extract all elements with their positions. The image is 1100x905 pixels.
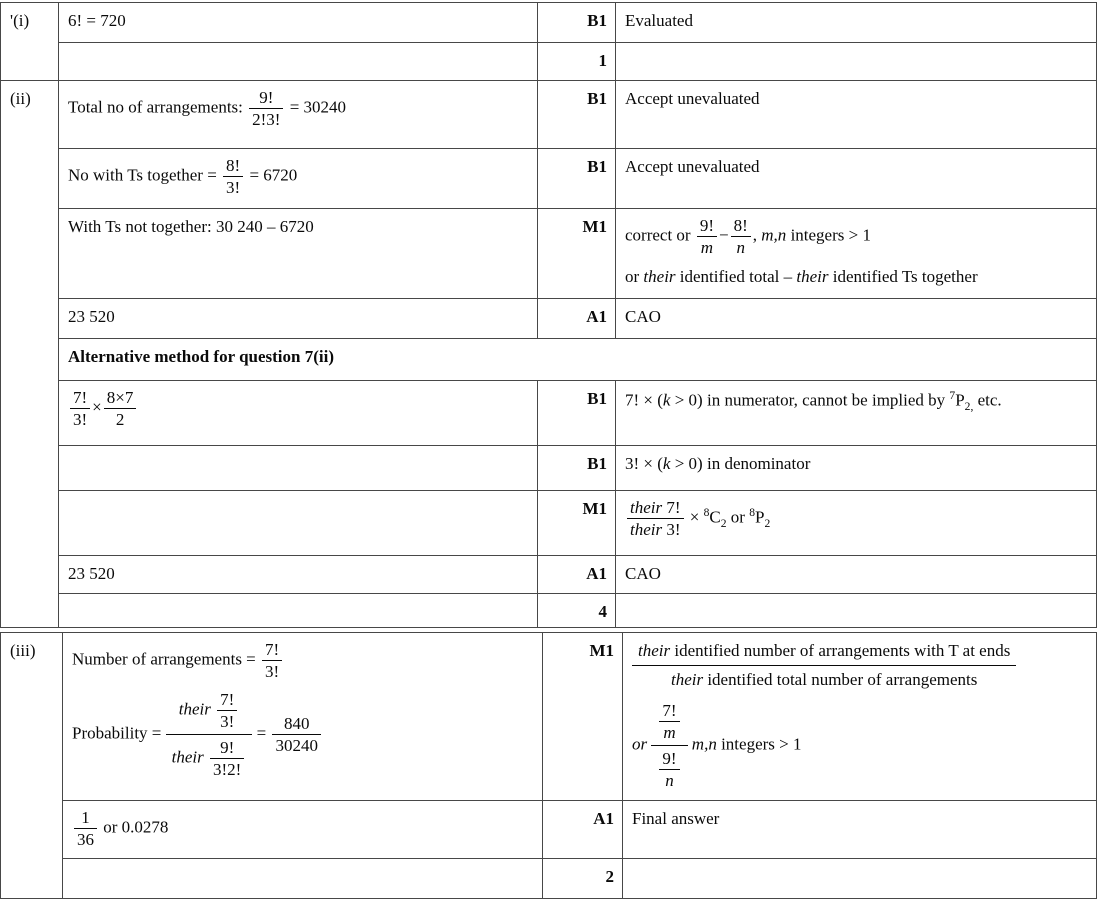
fraction xyxy=(657,701,681,742)
text-fraction-denominator xyxy=(632,666,1016,691)
comment-text: or xyxy=(726,507,750,527)
superscript: 7 xyxy=(949,389,956,402)
big-fraction-denominator xyxy=(651,746,687,791)
their-text: their xyxy=(643,267,676,287)
comment-text: > 0) in numerator, cannot be implied by xyxy=(670,390,950,410)
fraction xyxy=(657,749,681,790)
mark-cell: M1 xyxy=(538,491,616,556)
answer-text: or 0.0278 xyxy=(99,817,169,837)
fraction-denominator: 2!3! xyxy=(252,110,281,130)
subscript: 2 xyxy=(764,516,771,530)
their-text: their xyxy=(638,641,671,661)
comment-cell xyxy=(616,491,1097,556)
part-label-iii: (iii) xyxy=(1,633,63,899)
answer-cell xyxy=(63,801,543,859)
comment-text: identified number of arrangements with T at ends xyxy=(670,641,1011,661)
fraction xyxy=(221,156,245,197)
fraction-numerator xyxy=(627,498,684,519)
fraction-numerator: 7! xyxy=(659,701,679,722)
fraction-numerator: 9! xyxy=(249,88,283,109)
mark-cell: B1 xyxy=(538,3,616,43)
comment-text: > 0) in denominator xyxy=(670,454,811,473)
answer-cell: With Ts not together: 30 240 – 6720 xyxy=(59,209,538,299)
their-text: their xyxy=(630,498,663,517)
comment-text: or xyxy=(625,267,644,287)
fraction-denominator: 2 xyxy=(115,410,125,430)
fraction-denominator: 3! xyxy=(73,410,88,430)
answer-line-arrangements xyxy=(72,640,534,681)
comment-cell xyxy=(623,633,1097,801)
superscript: 8 xyxy=(703,505,710,519)
answer-cell-empty xyxy=(59,43,538,81)
subtotal-cell: 2 xyxy=(543,859,623,899)
comment-cell: CAO xyxy=(616,299,1097,339)
fraction-numerator: 9! xyxy=(210,738,244,759)
comment-or-formula xyxy=(632,700,1088,791)
mark-scheme-table-part-iii xyxy=(0,632,1097,899)
fraction xyxy=(260,640,284,681)
fraction xyxy=(729,216,753,257)
answer-line-probability xyxy=(72,689,534,780)
comment-cell: Final answer xyxy=(623,801,1097,859)
answer-text: Number of arrangements = xyxy=(72,649,261,669)
comment-text: identified total number of arrangements xyxy=(703,670,978,690)
numerator-text: 7! xyxy=(662,498,681,517)
comment-text: etc. xyxy=(973,390,1002,410)
big-fraction-numerator xyxy=(651,700,687,746)
answer-cell: 23 520 xyxy=(59,299,538,339)
table-row xyxy=(1,209,1097,299)
their-text: their xyxy=(670,670,704,690)
big-fraction xyxy=(166,689,253,780)
fraction xyxy=(102,388,139,429)
their-text: their xyxy=(630,520,663,540)
superscript: 8 xyxy=(749,505,755,519)
part-label-ii: (ii) xyxy=(1,81,59,628)
subtotal-cell: 4 xyxy=(538,594,616,628)
fraction-numerator: 7! xyxy=(70,388,90,409)
comment-cell-empty xyxy=(623,859,1097,899)
mark-cell: A1 xyxy=(538,299,616,339)
answer-cell xyxy=(59,381,538,446)
table-row xyxy=(1,446,1097,491)
table-row xyxy=(1,594,1097,628)
times-sign: × xyxy=(92,397,102,417)
answer-cell: 6! = 720 xyxy=(59,3,538,43)
table-row xyxy=(1,3,1097,43)
subscript: 2, xyxy=(964,400,974,414)
comment-text: integers > 1 xyxy=(716,734,802,754)
text-fraction-numerator xyxy=(632,640,1016,666)
fraction-numerator: 8×7 xyxy=(104,388,137,409)
table-row xyxy=(1,299,1097,339)
their-text: their xyxy=(796,267,829,287)
answer-cell xyxy=(63,633,543,801)
answer-text: No with Ts together = xyxy=(68,165,222,185)
mark-cell: B1 xyxy=(538,81,616,149)
k-variable: k xyxy=(662,454,671,473)
answer-cell-empty xyxy=(59,491,538,556)
fraction-denominator: n xyxy=(665,771,674,791)
fraction xyxy=(208,738,246,779)
variables-text: m,n xyxy=(761,225,787,245)
mark-scheme-table-parts-i-ii xyxy=(0,2,1097,628)
fraction xyxy=(270,714,323,755)
minus-sign: − xyxy=(719,225,729,245)
fraction-numerator: 7! xyxy=(217,690,237,711)
comment-cell-empty xyxy=(616,43,1097,81)
fraction xyxy=(72,808,99,849)
or-text: or xyxy=(632,734,652,754)
comment-text: C xyxy=(709,507,721,527)
fraction-numerator: 8! xyxy=(223,156,243,177)
table-row xyxy=(1,859,1097,899)
table-row xyxy=(1,556,1097,594)
comment-text: 7! × ( xyxy=(625,390,663,410)
answer-cell-empty xyxy=(59,446,538,491)
fraction-denominator: 3! xyxy=(265,662,280,682)
comment-cell xyxy=(616,209,1097,299)
fraction-denominator: n xyxy=(736,238,745,258)
comment-cell: CAO xyxy=(616,556,1097,594)
comment-text: correct or xyxy=(625,225,695,245)
answer-cell: 23 520 xyxy=(59,556,538,594)
fraction-numerator: 840 xyxy=(272,714,321,735)
fraction-denominator xyxy=(627,519,684,539)
their-text: their xyxy=(171,747,209,767)
fraction xyxy=(215,690,239,731)
answer-cell-empty xyxy=(63,859,543,899)
subscript: 2 xyxy=(720,516,727,530)
table-row xyxy=(1,43,1097,81)
mark-cell: A1 xyxy=(538,556,616,594)
answer-text: = 6720 xyxy=(245,165,298,185)
answer-cell xyxy=(59,149,538,209)
fraction-denominator: m xyxy=(663,723,676,743)
alternative-method-header: Alternative method for question 7(ii) xyxy=(59,339,1097,381)
fraction-denominator: 3!2! xyxy=(213,760,242,780)
table-row xyxy=(1,81,1097,149)
fraction-denominator: 3! xyxy=(226,178,241,198)
big-fraction-numerator xyxy=(166,689,253,735)
answer-text: = xyxy=(252,723,271,743)
table-row xyxy=(1,339,1097,381)
comment-cell xyxy=(616,446,1097,491)
times-sign: × xyxy=(685,507,704,527)
comment-text-fraction xyxy=(632,640,1088,691)
comment-text: , xyxy=(752,225,762,245)
table-row xyxy=(1,149,1097,209)
comment-cell-empty xyxy=(616,594,1097,628)
denominator-text: 3! xyxy=(662,520,681,540)
fraction xyxy=(625,498,686,539)
comment-text: P xyxy=(955,390,965,410)
comment-formula-line xyxy=(625,216,1088,257)
mark-cell: M1 xyxy=(543,633,623,801)
fraction-numerator: 8! xyxy=(731,216,751,237)
comment-text-line xyxy=(625,266,1088,288)
fraction-numerator: 7! xyxy=(262,640,282,661)
table-row xyxy=(1,633,1097,801)
table-row xyxy=(1,381,1097,446)
comment-text: identified total – xyxy=(675,267,797,287)
comment-cell xyxy=(616,381,1097,446)
answer-cell xyxy=(59,81,538,149)
fraction xyxy=(695,216,719,257)
fraction-numerator: 9! xyxy=(659,749,679,770)
their-text: their xyxy=(178,699,216,719)
variables-text: m,n xyxy=(687,734,717,754)
fraction xyxy=(247,88,285,129)
mark-cell: B1 xyxy=(538,381,616,446)
fraction xyxy=(68,388,92,429)
fraction-numerator: 1 xyxy=(74,808,97,829)
answer-text: Total no of arrangements: xyxy=(68,97,248,117)
answer-cell-empty xyxy=(59,594,538,628)
mark-cell: M1 xyxy=(538,209,616,299)
part-label-i: '(i) xyxy=(1,3,59,81)
fraction-denominator: 30240 xyxy=(275,736,318,756)
fraction-numerator: 9! xyxy=(697,216,717,237)
mark-cell: B1 xyxy=(538,446,616,491)
subtotal-cell: 1 xyxy=(538,43,616,81)
mark-cell: A1 xyxy=(543,801,623,859)
table-row xyxy=(1,491,1097,556)
comment-cell: Evaluated xyxy=(616,3,1097,43)
fraction-denominator: 36 xyxy=(77,830,94,850)
big-fraction xyxy=(651,700,687,791)
big-fraction-denominator xyxy=(166,735,253,780)
comment-text: P xyxy=(754,507,765,527)
comment-text: integers > 1 xyxy=(786,225,871,245)
table-row xyxy=(1,801,1097,859)
fraction-denominator: m xyxy=(700,238,714,258)
mark-cell: B1 xyxy=(538,149,616,209)
text-fraction xyxy=(632,640,1016,691)
answer-text: = 30240 xyxy=(285,97,347,117)
comment-text: identified Ts together xyxy=(828,267,978,287)
comment-text: 3! × ( xyxy=(625,454,663,473)
k-variable: k xyxy=(662,390,671,410)
comment-cell: Accept unevaluated xyxy=(616,81,1097,149)
comment-cell: Accept unevaluated xyxy=(616,149,1097,209)
answer-text: Probability = xyxy=(72,723,166,743)
fraction-denominator: 3! xyxy=(220,712,235,732)
